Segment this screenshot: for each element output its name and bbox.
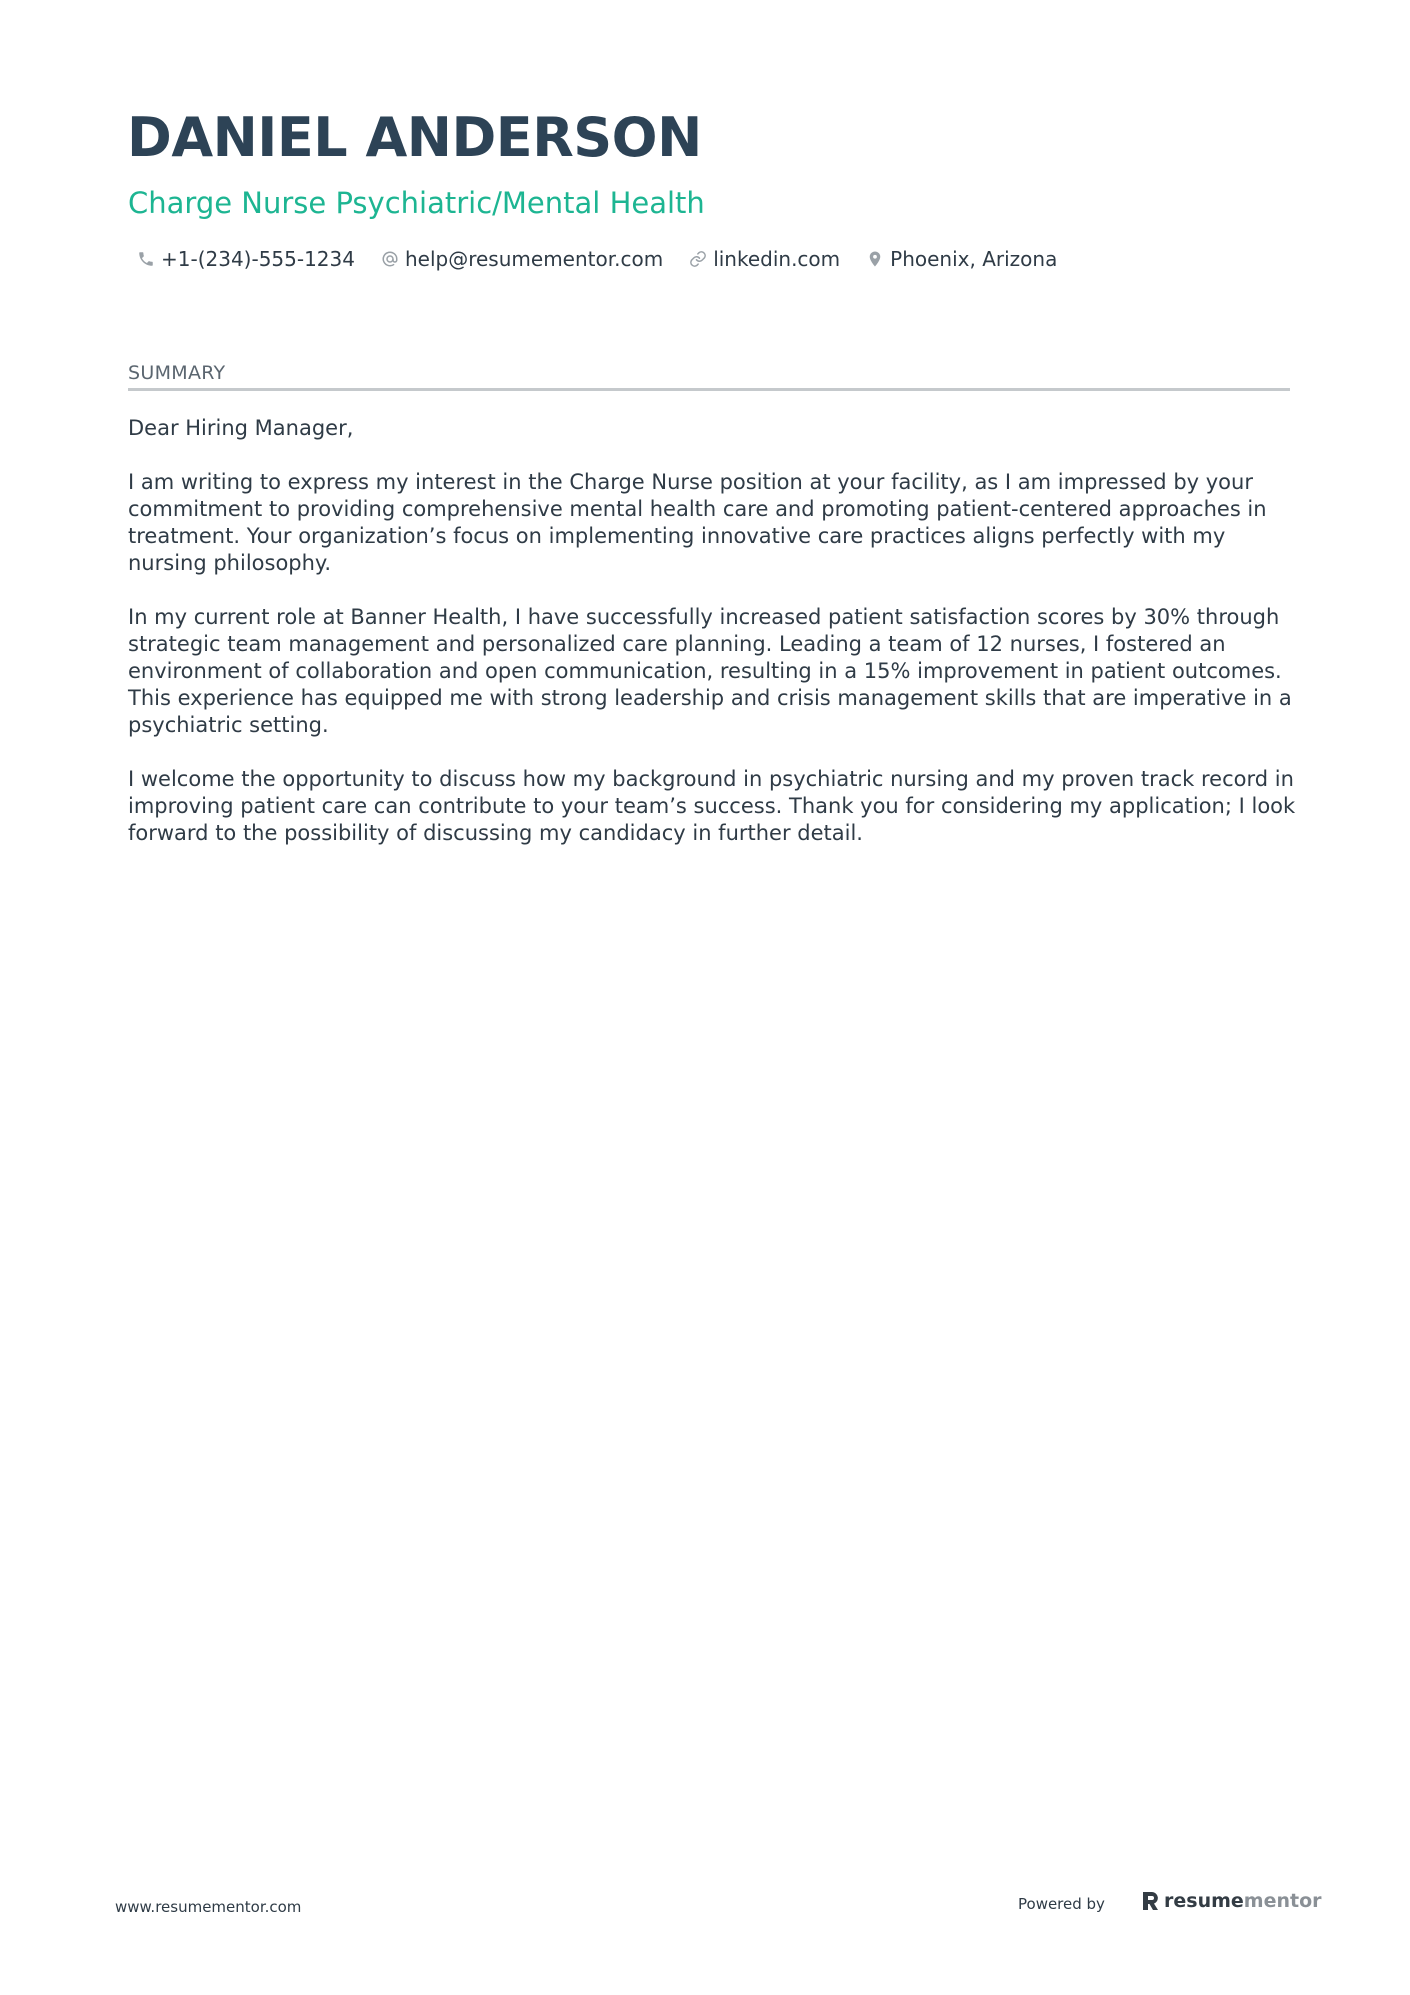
brand-logo xyxy=(1140,1890,1322,1912)
email-text: help@resumementor.com xyxy=(404,247,664,271)
contact-email xyxy=(381,247,663,271)
contact-phone xyxy=(137,247,355,271)
candidate-name: DANIEL ANDERSON xyxy=(127,106,702,169)
letter-body xyxy=(128,415,1298,874)
paragraph-intro: I am writing to express my interest in the Charge Nurse position at your facility, as I am impressed by your commitment to providing comprehensive mental health care and promoting patient-centered approaches in treatment. Your organization’s focus on implementing innovative care practices aligns perfectly with my nursing philosophy. xyxy=(128,470,1267,575)
phone-text: +1-(234)-555-1234 xyxy=(161,247,355,271)
linkedin-text: linkedin.com xyxy=(713,247,841,271)
contact-linkedin xyxy=(689,247,840,271)
footer-website: www.resumementor.com xyxy=(115,1898,302,1916)
job-title: Charge Nurse Psychiatric/Mental Health xyxy=(128,186,705,220)
resumementor-logo-icon xyxy=(1140,1890,1160,1912)
brand-name-part2: mentor xyxy=(1243,1890,1322,1912)
powered-by-label: Powered by xyxy=(1018,1895,1105,1913)
phone-icon xyxy=(137,250,155,268)
link-icon xyxy=(689,250,707,268)
summary-heading: SUMMARY xyxy=(128,362,1290,391)
salutation: Dear Hiring Manager, xyxy=(128,416,354,440)
contact-location xyxy=(866,247,1057,271)
contact-bar xyxy=(137,247,1083,271)
location-text: Phoenix, Arizona xyxy=(890,247,1058,271)
brand-name-part1: resume xyxy=(1164,1890,1244,1912)
paragraph-closing: I welcome the opportunity to discuss how my background in psychiatric nursing and my proven track record in improving patient care can contribute to your team’s success. Thank you for considering my application; I look forward to the possibility of discussing my candidacy in further detail. xyxy=(128,767,1296,845)
location-pin-icon xyxy=(866,250,884,268)
at-icon xyxy=(381,250,399,268)
paragraph-experience: In my current role at Banner Health, I have successfully increased patient satisfaction scores by 30% through strategic team management and personalized care planning. Leading a team of 12 nurses, I fostered an environment of collaboration and open communication, resulting in a 15% improvement in patient outcomes. This experience has equipped me with strong leadership and crisis management skills that are imperative in a psychiatric setting. xyxy=(128,605,1292,737)
